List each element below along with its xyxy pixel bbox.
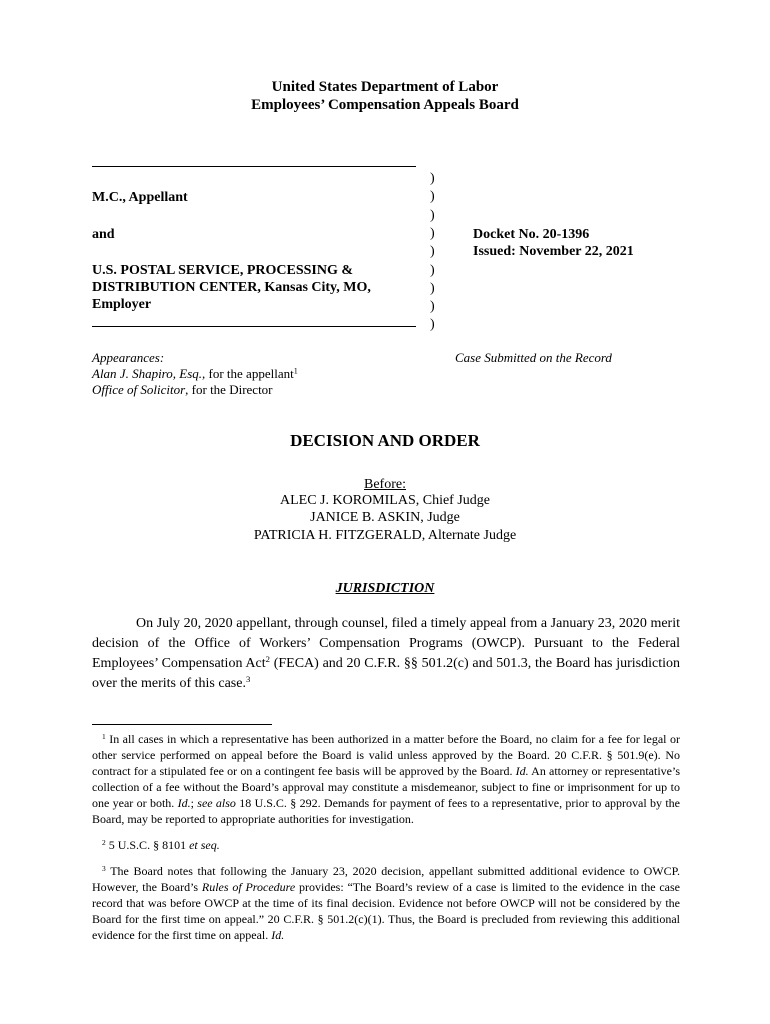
case-submitted-note: Case Submitted on the Record — [455, 350, 612, 365]
judge-3: PATRICIA H. FITZGERALD, Alternate Judge — [253, 528, 517, 543]
paren: ) — [430, 171, 435, 186]
footnote-number: 1 — [102, 731, 106, 741]
text-run: On July 20, 2020 appellant, through counsel, filed a timely appeal from a January 23, 2020 merit decision of the Office of Workers’ Compensation Programs (OWCP). Pursuant to the Federal Employees’ Compensation Act — [92, 616, 680, 671]
text-run: 18 U.S.C. § 292. Demands for payment of fees to a representative, prior to approval by the Board, may be reported to appropriate authorities for investigation. — [92, 796, 680, 826]
paren: ) — [430, 208, 435, 223]
italic-text: Id. — [177, 796, 191, 810]
footnote-number: 3 — [102, 863, 106, 873]
issued-date: Issued: November 22, 2021 — [473, 244, 634, 259]
footnote-ref-1: 1 — [293, 366, 298, 376]
text-run: The Board notes that following the January 23, 2020 decision, appellant submitted additional evidence to OWCP. However, the Board’s — [92, 864, 680, 894]
appellant-counsel: Alan J. Shapiro, Esq., for the appellant$^1$ — [92, 366, 298, 381]
footnote-separator — [92, 724, 272, 725]
caption-bottom-rule — [92, 326, 416, 327]
employer-line-1: U.S. POSTAL SERVICE, PROCESSING & — [92, 263, 354, 278]
footnote-1 — [92, 731, 680, 827]
italic-text: Id. — [271, 928, 285, 942]
director-counsel: Office of Solicitor, for the Director — [92, 382, 273, 397]
paren: ) — [430, 263, 435, 278]
board-title: Employees’ Compensation Appeals Board — [251, 97, 519, 113]
text-run: 5 U.S.C. § 8101 — [108, 838, 190, 852]
employer-line-3: Employer — [92, 297, 152, 312]
agency-title: United States Department of Labor — [271, 79, 499, 95]
italic-text: see also — [197, 796, 236, 810]
text-run: In all cases in which a representative has been authorized in a matter before the Board, no claim for a fee for legal or other service performed on appeal before the Board is valid unless approved by the Board. 20 C.F.R. § 501.9(e). No contract for a stipulated fee or on a contingent fee basis will be approved by the Board. — [92, 732, 680, 778]
footnote-ref: 2 — [265, 654, 270, 665]
paren: ) — [430, 299, 435, 314]
italic-text: et seq. — [189, 838, 220, 852]
caption-and: and — [92, 227, 115, 242]
paren: ) — [430, 226, 435, 241]
paren: ) — [430, 244, 435, 259]
docket-number: Docket No. 20-1396 — [473, 227, 590, 242]
paren: ) — [430, 317, 435, 332]
footnote-ref: 3 — [245, 674, 251, 685]
footnote-number: 2 — [102, 837, 106, 847]
caption-top-rule — [92, 166, 416, 167]
paren: ) — [430, 281, 435, 296]
appellant-name: M.C., Appellant — [92, 190, 188, 205]
text-run: ; — [190, 796, 198, 810]
decision-title: DECISION AND ORDER — [290, 431, 480, 450]
text-run: (FECA) and 20 C.F.R. §§ 501.2(c) and 501.3, the Board has jurisdiction over the merits of this case. — [92, 656, 681, 691]
paren: ) — [430, 189, 435, 204]
judge-2: JANICE B. ASKIN, Judge — [310, 510, 460, 525]
italic-text: Rules of Procedure — [201, 880, 296, 894]
judge-1: ALEC J. KOROMILAS, Chief Judge — [280, 493, 490, 508]
text-run: provides: “The Board’s review of a case is limited to the evidence in the case record that was before OWCP at the time of its final decision. Evidence not before OWCP will not be considered by the Board for the first time on appeal.” 20 C.F.R. § 501.2(c)(1). Thus, the Board is precluded from reviewing this additional evidence for the first time on appeal. — [92, 880, 680, 942]
footnote-3 — [92, 863, 680, 943]
appearances-heading: Appearances: — [92, 350, 165, 365]
italic-text: Id. — [515, 764, 529, 778]
jurisdiction-paragraph — [92, 614, 680, 694]
footnote-2 — [92, 837, 680, 853]
before-label: Before: — [364, 477, 406, 492]
jurisdiction-heading: JURISDICTION — [335, 581, 435, 596]
text-run: An attorney or representative’s collection of a fee without the Board’s approval may constitute a misdemeanor, subject to fine or imprisonment for up to one year or both. — [92, 764, 680, 810]
employer-line-2: DISTRIBUTION CENTER, Kansas City, MO, — [92, 280, 371, 295]
